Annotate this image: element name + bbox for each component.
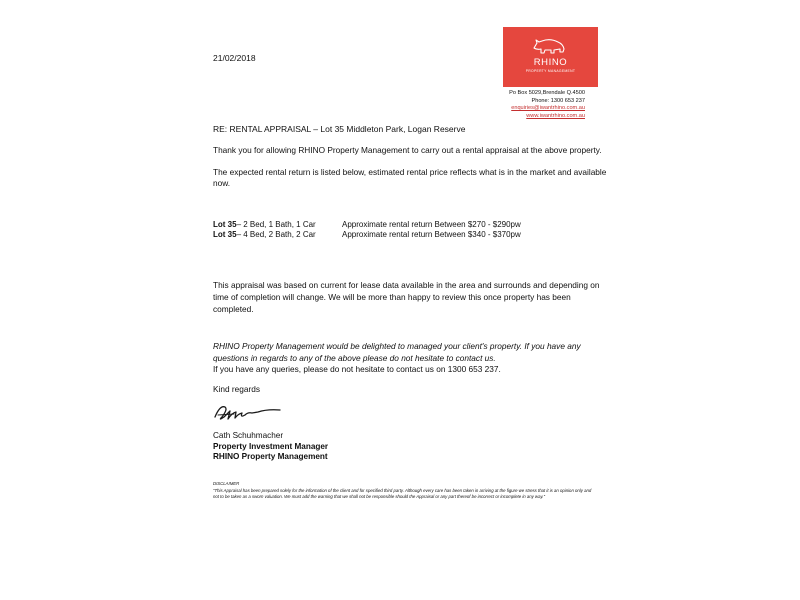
signatory-company: RHINO Property Management [213,452,328,461]
lot-row-1-estimate: Approximate rental return Between $270 - $290pw [342,220,521,229]
closing-italic-line-2: questions in regards to any of the above please do not hesitate to contact us. [213,353,496,363]
disclaimer-text: "This Appraisal has been prepared solely for the information of the client and for specified third party. Although every care has been taken in arriving at the figure we stress that it is an opinion only and not to be taken as a sworn valuation. We must add the warning that we shall not be responsible should the Appraisal or any part thereof be incorrect or incomplete in any way." [213,488,592,500]
basis-line-3: completed. [213,304,254,314]
company-logo [503,27,598,87]
expected-line-2: now. [213,178,231,188]
sender-address [509,90,585,120]
closing-line-3: If you have any queries, please do not hesitate to contact us on 1300 653 237. [213,364,501,374]
signature-image [212,401,284,425]
closing-italic-line-1: RHINO Property Management would be delighted to managed your client's property. If you have any [213,341,581,351]
letter-date: 21/02/2018 [213,53,256,63]
po-box: Po Box 5029,Brendale Q.4500 [509,90,585,96]
website-link[interactable]: www.iwantrhino.com.au [526,112,585,119]
subject-line: RE: RENTAL APPRAISAL – Lot 35 Middleton Park, Logan Reserve [213,124,466,134]
expected-line-1: The expected rental return is listed below, estimated rental price reflects what is in the market and available [213,167,607,177]
basis-line-1: This appraisal was based on current for lease data available in the area and surrounds and depending on [213,280,600,290]
signatory-block [213,431,328,463]
rhino-icon [532,37,568,55]
lot-label: Lot 35 [213,220,237,229]
lot-spec: – 2 Bed, 1 Bath, 1 Car [236,220,316,229]
lot-row-2-desc [213,230,316,240]
lot-label: Lot 35 [213,230,237,239]
lot-row-2-estimate: Approximate rental return Between $340 - $370pw [342,230,521,239]
email-link[interactable]: enquiries@iwantrhino.com.au [511,105,585,112]
logo-tagline: PROPERTY MANAGEMENT [525,69,576,73]
signatory-title: Property Investment Manager [213,441,329,451]
phone: Phone: 1300 653 237 [531,97,585,104]
intro-paragraph: Thank you for allowing RHINO Property Management to carry out a rental appraisal at the above property. [213,145,602,155]
disclaimer-title: DISCLAIMER [213,481,240,486]
lot-spec: – 4 Bed, 2 Bath, 2 Car [236,230,316,239]
kind-regards: Kind regards [213,384,261,394]
logo-wordmark: RHINO [533,57,568,68]
signatory-name: Cath Schuhmacher [213,431,284,440]
lot-row-1-desc [213,220,316,230]
basis-line-2: time of completion will change. We will be more than happy to review this once property has been [213,292,571,302]
